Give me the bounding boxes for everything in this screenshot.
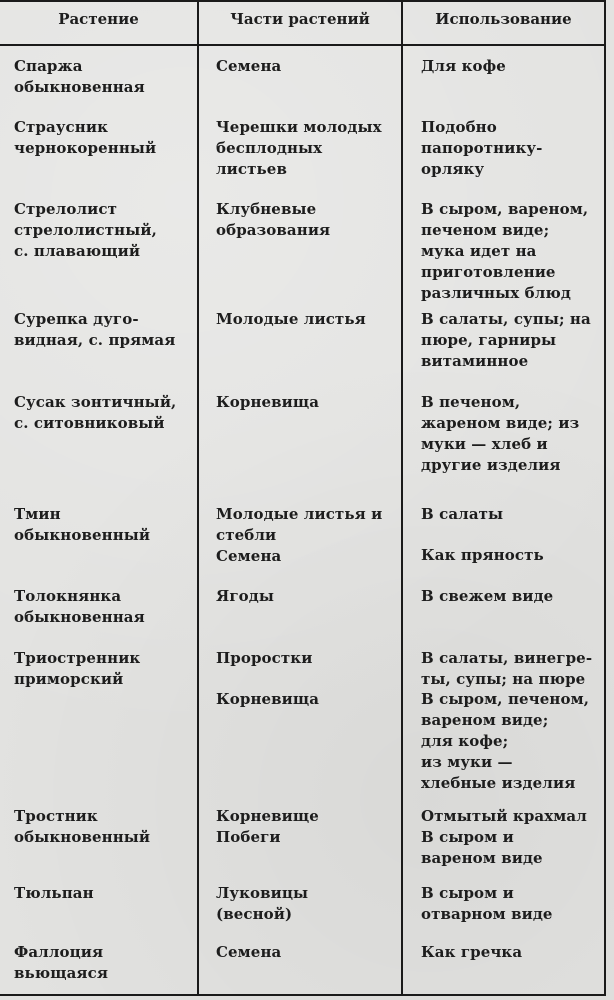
usage-cell: Подобно папоротнику- орляку [421,118,543,178]
parts-cell: Корневище Побеги [216,807,319,846]
usage-cell: В сыром, вареном, печеном виде; мука идет на приготовление различных блюд [421,200,589,302]
parts-cell: Молодые листья [216,310,366,328]
usage-cell: В свежем виде [421,587,554,605]
plant-cell: Стрелолист стрелолистный, с. плавающий [14,200,157,260]
table-bottom-border [0,994,606,996]
usage-cell: Для кофе [421,57,506,75]
parts-cell: Ягоды [216,587,274,605]
table-top-border [0,0,606,2]
parts-cell: Корневища [216,393,320,411]
column-divider [197,0,199,996]
plant-cell: Страусник чернокоренный [14,118,157,157]
header-divider [0,44,606,46]
parts-cell: Семена [216,57,282,75]
header-parts: Части растений [230,10,370,28]
header-plant: Растение [58,10,139,28]
plant-cell: Тмин обыкновенный [14,505,151,544]
usage-cell: В салаты [421,505,504,523]
header-usage: Использование [435,10,572,28]
plant-cell: Тростник обыкновенный [14,807,151,846]
usage-cell: Как гречка [421,943,523,961]
plant-cell: Сусак зонтичный, с. ситовниковый [14,393,177,432]
usage-cell: Отмытый крахмал В сыром и вареном виде [421,807,587,867]
usage-cell: В салаты, винегре- ты, супы; на пюре [421,649,593,688]
usage-cell: В сыром, печеном, вареном виде; для кофе; из муки — хлебные изделия [421,690,590,792]
plant-cell: Спаржа обыкновенная [14,57,145,96]
plant-cell: Толокнянка обыкновенная [14,587,145,626]
plant-cell: Сурепка дуго- видная, с. прямая [14,310,176,349]
usage-cell: В салаты, супы; на пюре, гарниры витаминное [421,310,591,370]
parts-cell: Семена [216,943,282,961]
plant-cell: Фаллоция вьющаяся [14,943,109,982]
plant-cell: Триостренник приморский [14,649,141,688]
plant-cell: Тюльпан [14,884,94,902]
parts-cell: Проростки [216,649,313,667]
usage-cell: В печеном, жареном виде; из муки — хлеб и другие изделия [421,393,580,474]
parts-cell: Черешки молодых бесплодных листьев [216,118,382,178]
parts-cell: Молодые листья и стебли Семена [216,505,383,565]
usage-cell: В сыром и отварном виде [421,884,553,923]
parts-cell: Луковицы (весной) [216,884,309,923]
parts-cell: Клубневые образования [216,200,331,239]
usage-cell: Как пряность [421,546,544,564]
parts-cell: Корневища [216,690,320,708]
